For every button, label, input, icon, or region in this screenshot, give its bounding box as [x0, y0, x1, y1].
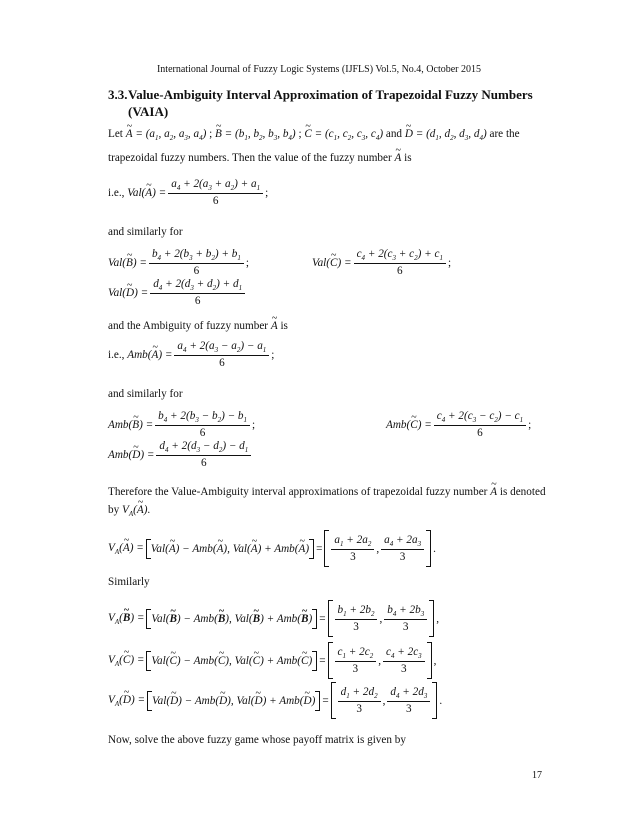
journal-header: International Journal of Fuzzy Logic Systems (IJFLS) Vol.5, No.4, October 2015	[156, 64, 482, 75]
amb-a-equation: i.e., Amb(~ A) = $\frac{a_4 + 2(a_3 - a_2) - a_1}{6}$ ;	[108, 340, 274, 369]
section-heading	[108, 86, 548, 120]
similarly-text: and similarly for	[108, 226, 183, 238]
amb-c-equation: Amb(~ C) = $\frac{c_4 + 2(c_3 - c_2) - c_1}{6}$ ;	[386, 410, 531, 439]
ambiguity-intro: and the Ambiguity of fuzzy number ~ A is	[108, 320, 288, 332]
therefore-text: Therefore the Value-Ambiguity interval approximations of trapezoidal fuzzy number ~ A is denoted	[108, 486, 546, 498]
by-text: by $V_A(\sim$ A).	[108, 504, 150, 518]
similarly-text-2: and similarly for	[108, 388, 183, 400]
va-d-equation: $V_A(\sim$ D) = Val( ~ D ) − Amb( ~ D ), Val( ~ D ) + Amb( ~ D ) = $\frac{d_1 + 2d_2}{3}$ , $\frac{d_4 + 2d_3}{3}$ .	[108, 682, 442, 719]
definition-line: Let ~ $A = (a_1$, $a_2$, $a_3$, $a_4$) ; ~ $B = (b_1$, $b_2$, $b_3$, $b_4$) ; ~ $C = (c_1$, $c_2$, $c_3$, $c_4$) and ~ $D = (d_1$, $d_2$, $d_3$, $d_4$) are the	[108, 128, 520, 142]
amb-d-equation: Amb(~ D) = $\frac{d_4 + 2(d_3 - d_2) - d_1}{6}$	[108, 440, 253, 469]
section-title: Value-Ambiguity Interval Approximation of Trapezoidal Fuzzy Numbers (VAIA)	[128, 87, 533, 119]
val-d-equation: Val(~ D) = $\frac{d_4 + 2(d_3 + d_2) + d_1}{6}$	[108, 278, 247, 307]
va-a-equation: $V_A(\sim$ A) = Val( ~ A ) − Amb( ~ A ), Val( ~ A ) + Amb( ~ A ) = $\frac{a_1 + 2a_2}{3}$ , $\frac{a_4 + 2a_3}{3}$ .	[108, 530, 436, 567]
final-text: Now, solve the above fuzzy game whose payoff matrix is given by	[108, 734, 406, 746]
similarly-label: Similarly	[108, 576, 150, 588]
page-number: 17	[532, 770, 542, 781]
amb-b-equation: Amb(~ B) = $\frac{b_4 + 2(b_3 - b_2) - b_1}{6}$ ;	[108, 410, 255, 439]
definition-line-2: trapezoidal fuzzy numbers. Then the value of the fuzzy number ~ A is	[108, 152, 412, 164]
va-c-equation: $V_A(\sim$ C) = Val( ~ C ) − Amb( ~ C ), Val( ~ C ) + Amb( ~ C ) = $\frac{c_1 + 2c_2}{3}$ , $\frac{c_4 + 2c_3}{3}$ ,	[108, 642, 436, 679]
section-number: 3.3.	[108, 87, 128, 102]
val-b-equation: Val(~ B) = $\frac{b_4 + 2(b_3 + b_2) + b_1}{6}$ ;	[108, 248, 249, 277]
va-b-equation: $V_A(\sim$ B) = Val( ~ B ) − Amb( ~ B ), Val( ~ B ) + Amb( ~ B ) = $\frac{b_1 + 2b_2}{3}$ , $\frac{b_4 + 2b_3}{3}$ ,	[108, 600, 439, 637]
val-c-equation: Val(~ C) = $\frac{c_4 + 2(c_3 + c_2) + c_1}{6}$ ;	[312, 248, 451, 277]
val-a-equation: i.e., Val(~ A) = $\frac{a_4 + 2(a_3 + a_2) + a_1}{6}$ ;	[108, 178, 268, 207]
